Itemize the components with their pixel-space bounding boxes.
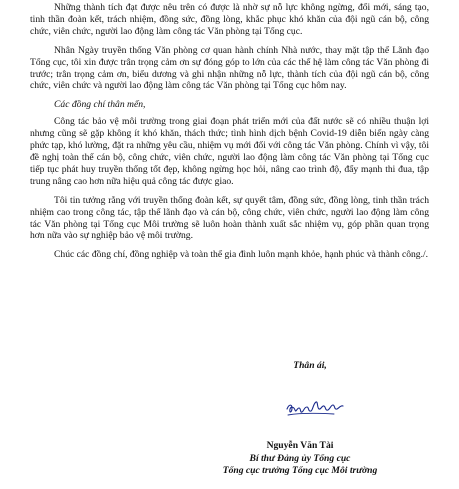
paragraph-confidence: Tôi tin tưởng rằng với truyền thống đoàn kết, sự quyết tâm, đồng sức, đồng lòng, tinh thần trách nhiệm cao trong công tác, tập thể lãnh đạo và cán bộ, công chức, viên chức, người lao động làm công tác Văn phòng tại Tổng cục Môi trường sẽ luôn hoàn thành xuất sắc nhiệm vụ, góp phần quan trọng hơn nữa vào sự nghiệp bảo vệ môi trường. bbox=[30, 194, 429, 242]
salutation: Các đồng chí thân mến, bbox=[54, 99, 146, 111]
paragraph-wishes: Chúc các đồng chí, đồng nghiệp và toàn thể gia đình luôn mạnh khỏe, hạnh phúc và thành công./. bbox=[54, 249, 429, 261]
signer-name: Nguyễn Văn Tài bbox=[266, 440, 334, 451]
signer-role-party: Bí thư Đảng ủy Tổng cục bbox=[249, 453, 351, 464]
closing-greeting: Thân ái, bbox=[293, 360, 327, 371]
paragraph-achievements: Những thành tích đạt được nêu trên có được là nhờ sự nỗ lực không ngừng, đổi mới, sáng tạo, tinh thần đoàn kết, trách nhiệm, đồng sức, đồng lòng, khắc phục khó khăn của đội ngũ cán bộ, công chức, viên chức, người lao động làm công tác Văn phòng tại Tổng cục. bbox=[30, 2, 429, 37]
handwritten-signature bbox=[284, 396, 346, 422]
signer-role-director: Tổng cục trưởng Tổng cục Môi trường bbox=[222, 465, 378, 476]
paragraph-challenges: Công tác bảo vệ môi trường trong giai đoạn phát triển mới của đất nước sẽ có nhiều thuận lợi nhưng cũng sẽ gặp không ít khó khăn, thách thức; tình hình dịch bệnh Covid-19 diễn biến ngày càng phức tạp, khó lường, đặt ra những yêu cầu, nhiệm vụ mới đối với công tác Văn phòng. Chính vì vậy, tôi đề nghị toàn thể cán bộ, công chức, viên chức, người lao động làm công tác Văn phòng tại Tổng cục tiếp tục phát huy truyền thống tốt đẹp, không ngừng học hỏi, nâng cao trình độ, đẩy mạnh thi đua, tập trung nâng cao hơn nữa hiệu quả công tác được giao. bbox=[30, 116, 429, 187]
paragraph-gratitude: Nhân Ngày truyền thống Văn phòng cơ quan hành chính Nhà nước, thay mặt tập thể Lãnh đạo Tổng cục, tôi xin được trân trọng cảm ơn sự đóng góp to lớn của các thế hệ làm công tác Văn phòng đi trước; trân trọng cảm ơn, biểu dương và ghi nhận những nỗ lực, thành tích của đội ngũ cán bộ, công chức, viên chức và người lao động làm công tác Văn phòng tại Tổng cục hôm nay. bbox=[30, 44, 429, 92]
